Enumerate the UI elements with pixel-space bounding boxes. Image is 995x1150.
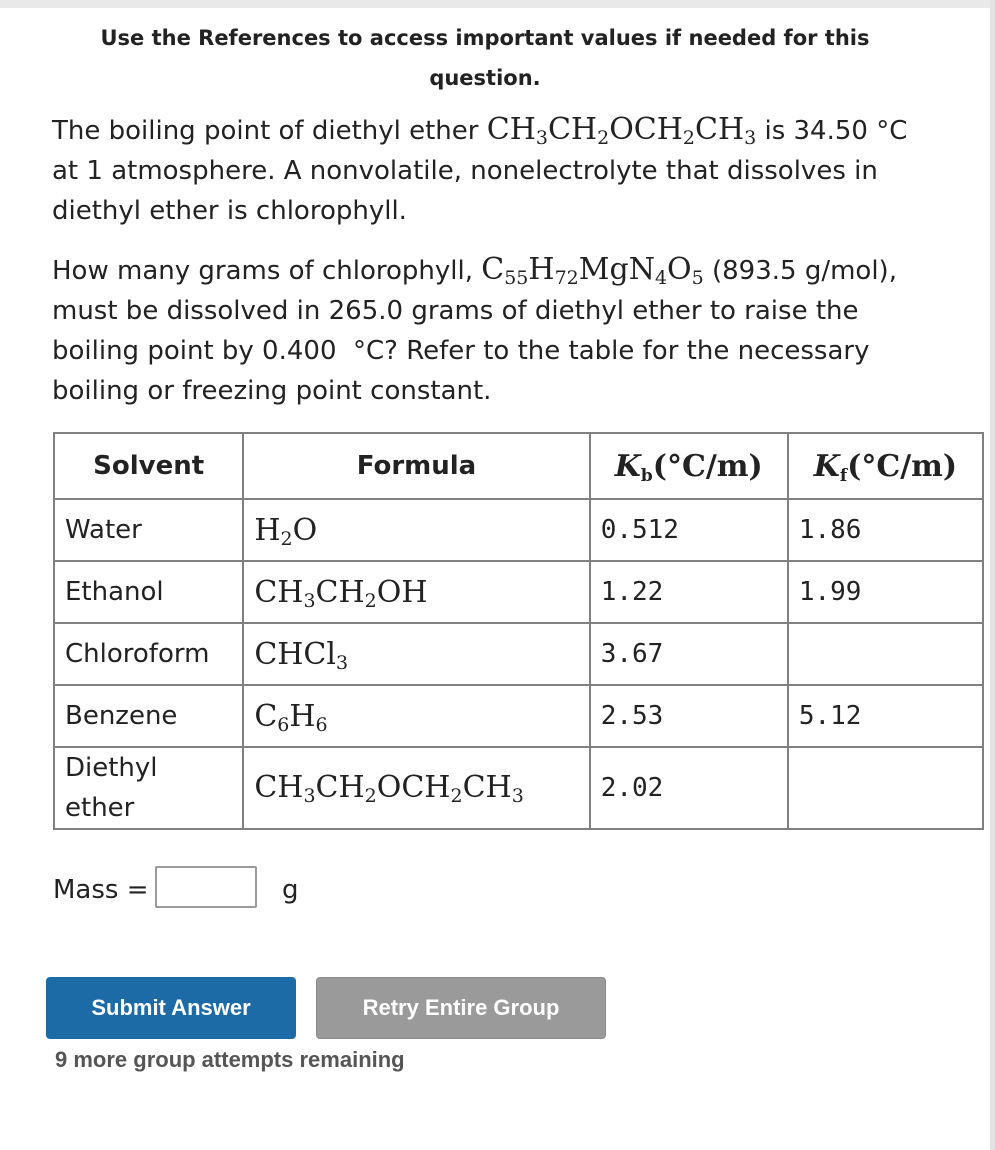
table-row xyxy=(54,685,983,747)
solvent-formula: $CH_3CH_2OCH_2CH_3$ xyxy=(486,112,757,149)
solute-formula: $C_{55}H_{72}MgN_4O_5$ xyxy=(481,252,704,289)
cell-kb: 2.53 xyxy=(590,685,788,747)
cell-kf xyxy=(788,623,983,685)
top-border xyxy=(0,0,995,8)
cell-formula: $C_6H_6$ xyxy=(243,685,589,747)
p2-text-a: How many grams of chlorophyll, xyxy=(52,256,482,286)
cell-solvent: Chloroform xyxy=(54,623,243,685)
cell-solvent: Diethyl ether xyxy=(54,747,243,829)
cell-solvent: Benzene xyxy=(54,685,243,747)
problem-paragraph-1 xyxy=(52,110,922,231)
cell-kb: 0.512 xyxy=(590,499,788,561)
header-kf: $K_f(^\circ C/m)$ xyxy=(788,433,983,499)
header-solvent: Solvent xyxy=(54,433,243,499)
right-scroll-edge xyxy=(990,0,995,1150)
cell-formula: $CH_3CH_2OH$ xyxy=(243,561,589,623)
mass-input[interactable] xyxy=(155,866,257,908)
cell-kf: 1.99 xyxy=(788,561,983,623)
table-header-row xyxy=(54,433,983,499)
p2-text-b: (893.5 g/mol), must be dissolved in 265.0 grams of diethyl ether to raise the boiling point by 0.400 °C? Refer to the table for the necessary boiling or freezing point constant. xyxy=(52,256,897,406)
cell-solvent: Water xyxy=(54,499,243,561)
header-kb: $K_b(^\circ C/m)$ xyxy=(590,433,788,499)
cell-kb: 3.67 xyxy=(590,623,788,685)
table-row xyxy=(54,623,983,685)
cell-formula: CHCl$_3$ xyxy=(243,623,589,685)
submit-answer-button[interactable]: Submit Answer xyxy=(46,977,296,1039)
table-row xyxy=(54,747,983,829)
cell-kb: 1.22 xyxy=(590,561,788,623)
constants-table xyxy=(53,432,984,830)
mass-label: Mass = xyxy=(53,875,149,905)
cell-formula: $H_2O$ xyxy=(243,499,589,561)
cell-kb: 2.02 xyxy=(590,747,788,829)
p1-text-a: The boiling point of diethyl ether xyxy=(52,116,487,146)
table-row xyxy=(54,499,983,561)
cell-solvent: Ethanol xyxy=(54,561,243,623)
cell-kf: 1.86 xyxy=(788,499,983,561)
references-note: Use the References to access important values if needed for this question. xyxy=(100,26,870,90)
problem-paragraph-2 xyxy=(52,250,922,411)
header-formula: Formula xyxy=(243,433,589,499)
attempts-remaining: 9 more group attempts remaining xyxy=(55,1047,405,1072)
p1-text-b: is 34.50 °C at 1 atmosphere. A nonvolatile, nonelectrolyte that dissolves in diethyl ether is chlorophyll. xyxy=(52,116,908,226)
retry-group-button[interactable]: Retry Entire Group xyxy=(316,977,606,1039)
table-row xyxy=(54,561,983,623)
cell-kf xyxy=(788,747,983,829)
cell-formula: $CH_3CH_2OCH_2CH_3$ xyxy=(243,747,589,829)
mass-unit: g xyxy=(282,875,299,905)
cell-kf: 5.12 xyxy=(788,685,983,747)
